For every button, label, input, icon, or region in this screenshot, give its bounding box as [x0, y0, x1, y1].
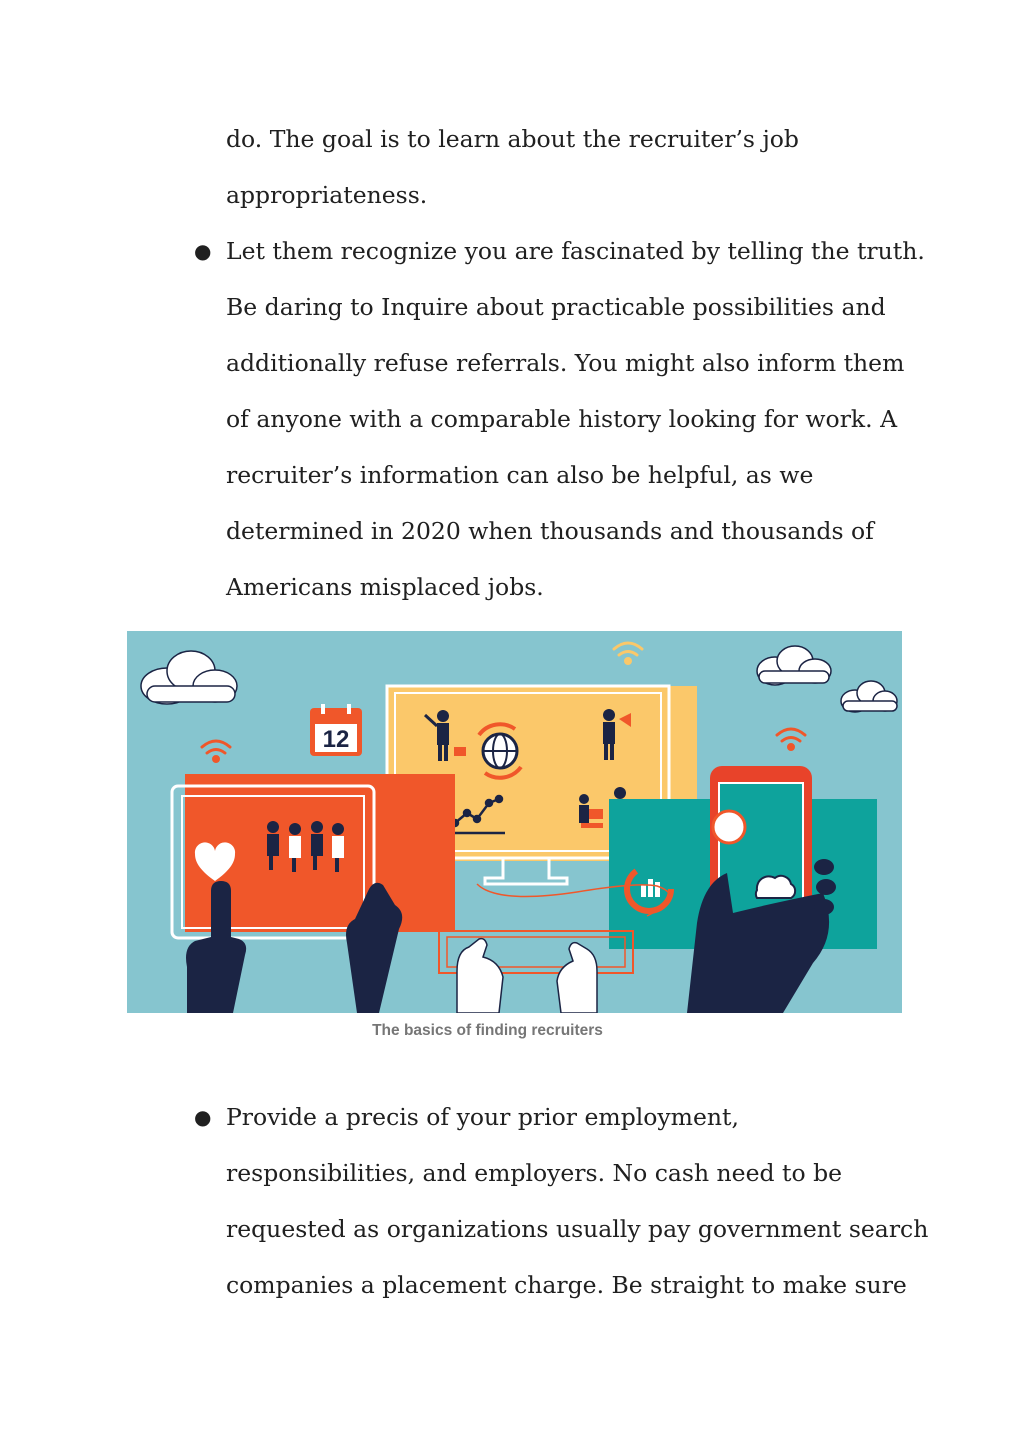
calendar-icon — [310, 704, 362, 756]
bullet-point: ● — [194, 239, 212, 263]
paragraph-line: Be daring to Inquire about practicable possibilities and — [226, 293, 886, 321]
paragraph-line: Let them recognize you are fascinated by telling the truth. — [226, 237, 925, 265]
figure-caption: The basics of finding recruiters — [372, 1022, 603, 1039]
cloud-icon — [756, 876, 795, 898]
paragraph-line: recruiter’s information can also be helpful, as we — [226, 461, 814, 489]
paragraph-line: of anyone with a comparable history looking for work. A — [226, 405, 898, 433]
paragraph-line: companies a placement charge. Be straight to make sure — [226, 1271, 907, 1299]
paragraph-line: Americans misplaced jobs. — [226, 573, 544, 601]
paragraph-line: responsibilities, and employers. No cash need to be — [226, 1159, 843, 1187]
paragraph-line: additionally refuse referrals. You might also inform them — [226, 349, 905, 377]
paragraph-line: requested as organizations usually pay government search — [226, 1215, 929, 1243]
recruiting-illustration — [127, 631, 902, 1013]
calendar-number: 12 — [322, 726, 350, 753]
bullet-point: ● — [194, 1105, 212, 1129]
paragraph-line: determined in 2020 when thousands and thousands of — [226, 517, 874, 545]
finger-icon — [814, 859, 836, 915]
briefcase-icon — [454, 747, 466, 756]
paragraph-line: do. The goal is to learn about the recruiter’s job — [226, 125, 799, 153]
paragraph-line: Provide a precis of your prior employment, — [226, 1103, 739, 1131]
paragraph-line: appropriateness. — [226, 181, 428, 209]
